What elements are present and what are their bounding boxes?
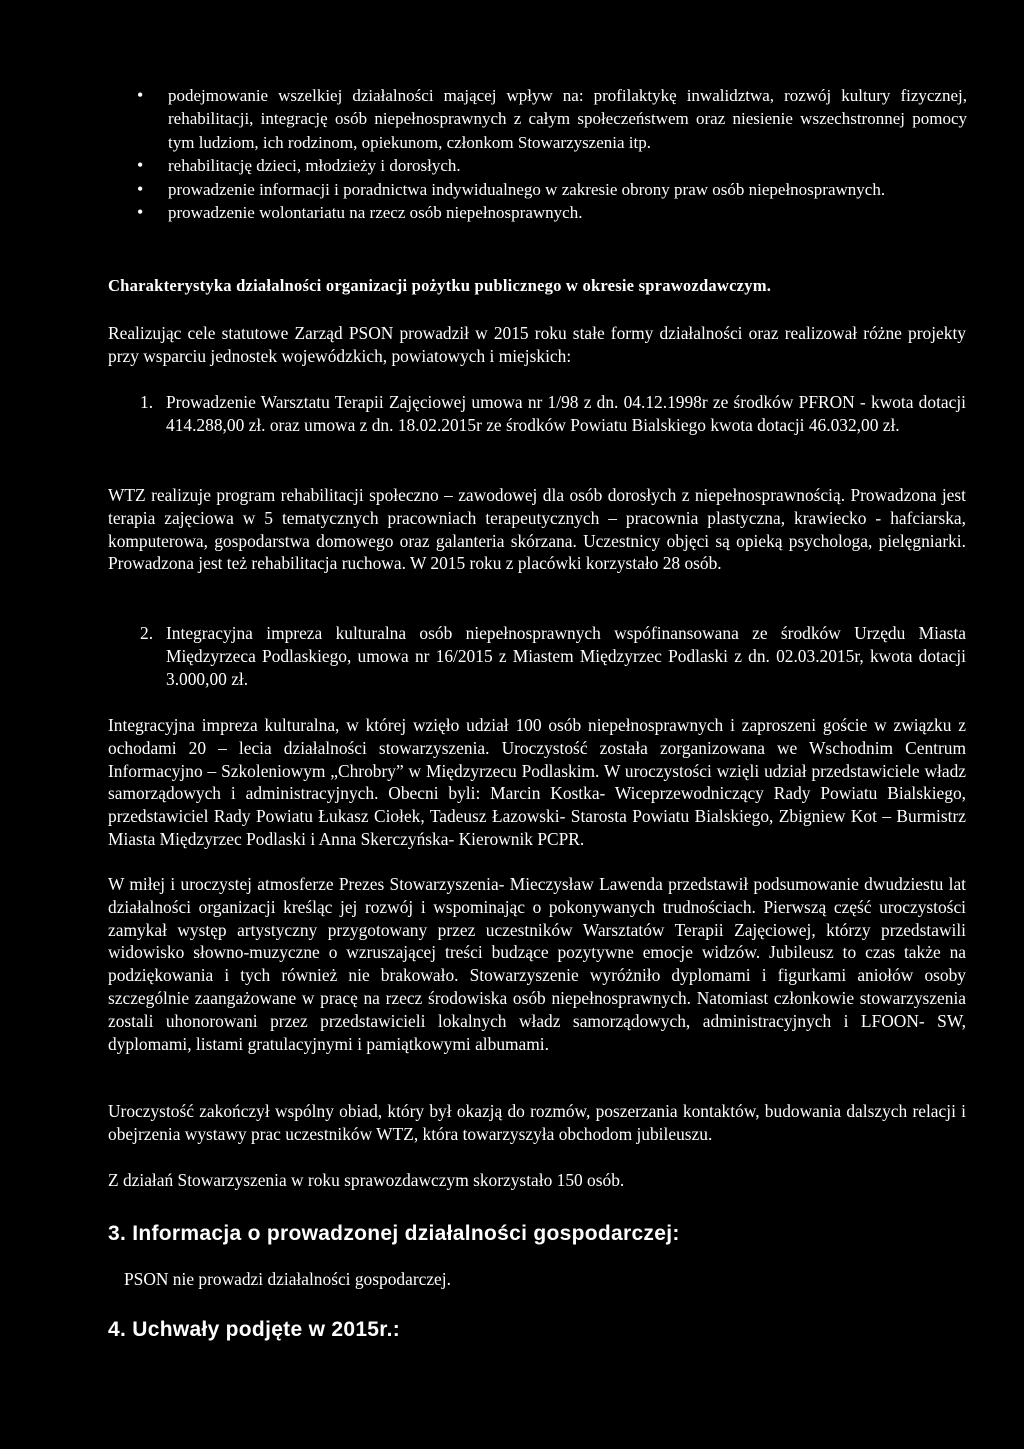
summary-text: Z działań Stowarzyszenia w roku sprawozdawczym skorzystało 150 osób. (108, 1170, 625, 1190)
list-item: • prowadzenie wolontariatu na rzecz osób niepełnosprawnych. (137, 201, 967, 224)
numbered-item-2 (108, 622, 966, 690)
statutory-goals-list (137, 84, 967, 224)
no-business-text: PSON nie prowadzi działalności gospodarczej. (124, 1269, 451, 1289)
list-item: • prowadzenie informacji i poradnictwa indywidualnego w zakresie obrony praw osób niepełnosprawnych. (137, 178, 967, 201)
event-paragraph: Integracyjna impreza kulturalna, w której wzięło udział 100 osób niepełnosprawnych i zaproszeni goście w związku z ochodami 20 – lecia działalności stowarzyszenia. Uroczystość została zorganizowana we Wschodnim Centrum Informacyjno – Szkoleniowym „Chrobry” w Międzyrzecu Podlaskim. W uroczystości wzięli udział przedstawiciele władz samorządowych i administracyjnych. Obecni byli: Marcin Kostka- Wiceprzewodniczący Rady Powiatu Bialskiego, przedstawiciel Rady Powiatu Łukasz Ciołek, Tadeusz Łazowski- Starosta Powiatu Bialskiego, Zbigniew Kot – Burmistrz Miasta Międzyrzec Podlaski i Anna Skerczyńska- Kierownik PCPR. (108, 715, 966, 849)
section-3-heading: 3. Informacja o prowadzonej działalności gospodarczej: (108, 1222, 680, 1245)
item-number: 1. (140, 392, 154, 412)
intro-paragraph: Realizując cele statutowe Zarząd PSON prowadził w 2015 roku stałe formy działalności oraz realizował różne projekty przy wsparciu jednostek wojewódzkich, powiatowych i miejskich: (108, 323, 966, 366)
event-paragraph: W miłej i uroczystej atmosferze Prezes Stowarzyszenia- Mieczysław Lawenda przedstawił podsumowanie dwudziestu lat działalności organizacji kreśląc jej rozwój i wspominając o pokonywanych trudnościach. Pierwszą część uroczystości zamykał występ artystyczny przygotowany przez uczestników Warsztatów Terapii Zajęciowej, którzy przedstawili widowisko słowno-muzyczne o wzruszającej treści budzące pozytywne emocje widzów. Jubileusz to czas także na podziękowania i tych również nie brakowało. Stowarzyszenie wyróżniło dyplomami i figurkami aniołów osoby szczególnie zaangażowane w pracę na rzecz środowiska osób niepełnosprawnych. Natomiast członkowie stowarzyszenia zostali uhonorowani przez przedstawicieli lokalnych władz samorządowych, administracyjnych i LFOON- SW, dyplomami, listami gratulacyjnymi i pamiątkowymi albumami. (108, 874, 966, 1054)
wtz-paragraph: WTZ realizuje program rehabilitacji społeczno – zawodowej dla osób dorosłych z niepełnosprawnością. Prowadzona jest terapia zajęciowa w 5 tematycznych pracowniach terapeutycznych – pracownia plastyczna, krawiecko - hafciarska, komputerowa, gospodarstwa domowego oraz galanteria skórzana. Uczestnicy objęci są opieką psychologa, pielęgniarki. Prowadzona jest też rehabilitacja ruchowa. W 2015 roku z placówki korzystało 28 osób. (108, 485, 966, 574)
numbered-item-1 (108, 391, 966, 437)
list-item: • podejmowanie wszelkiej działalności mającej wpływ na: profilaktykę inwalidztwa, rozwój kultury fizycznej, rehabilitacji, integrację osób niepełnosprawnych z całym społeczeństwem oraz niesienie wszechstronnej pomocy tym ludziom, ich rodzinom, opiekunom, członkom Stowarzyszenia itp. (137, 84, 967, 154)
item-text: Integracyjna impreza kulturalna osób niepełnosprawnych wspófinansowana ze środków Urzędu Miasta Międzyrzeca Podlaskiego, umowa nr 16/2015 z Miastem Międzyrzec Podlaski z dn. 02.03.2015r, kwota dotacji 3.000,00 zł. (166, 623, 966, 689)
section-heading: Charakterystyka działalności organizacji pożytku publicznego w okresie sprawozdawczym. (108, 276, 772, 295)
section-4-heading: 4. Uchwały podjęte w 2015r.: (108, 1318, 401, 1341)
item-number: 2. (140, 623, 154, 643)
item-text: Prowadzenie Warsztatu Terapii Zajęciowej umowa nr 1/98 z dn. 04.12.1998r ze środków PFRON - kwota dotacji 414.288,00 zł. oraz umowa z dn. 18.02.2015r ze środków Powiatu Bialskiego kwota dotacji 46.032,00 zł. (166, 392, 966, 435)
list-item: • rehabilitację dzieci, młodzieży i dorosłych. (137, 154, 967, 177)
event-paragraph: Uroczystość zakończył wspólny obiad, który był okazją do rozmów, poszerzania kontaktów, budowania dalszych relacji i obejrzenia wystawy prac uczestników WTZ, która towarzyszyła obchodom jubileuszu. (108, 1101, 966, 1144)
